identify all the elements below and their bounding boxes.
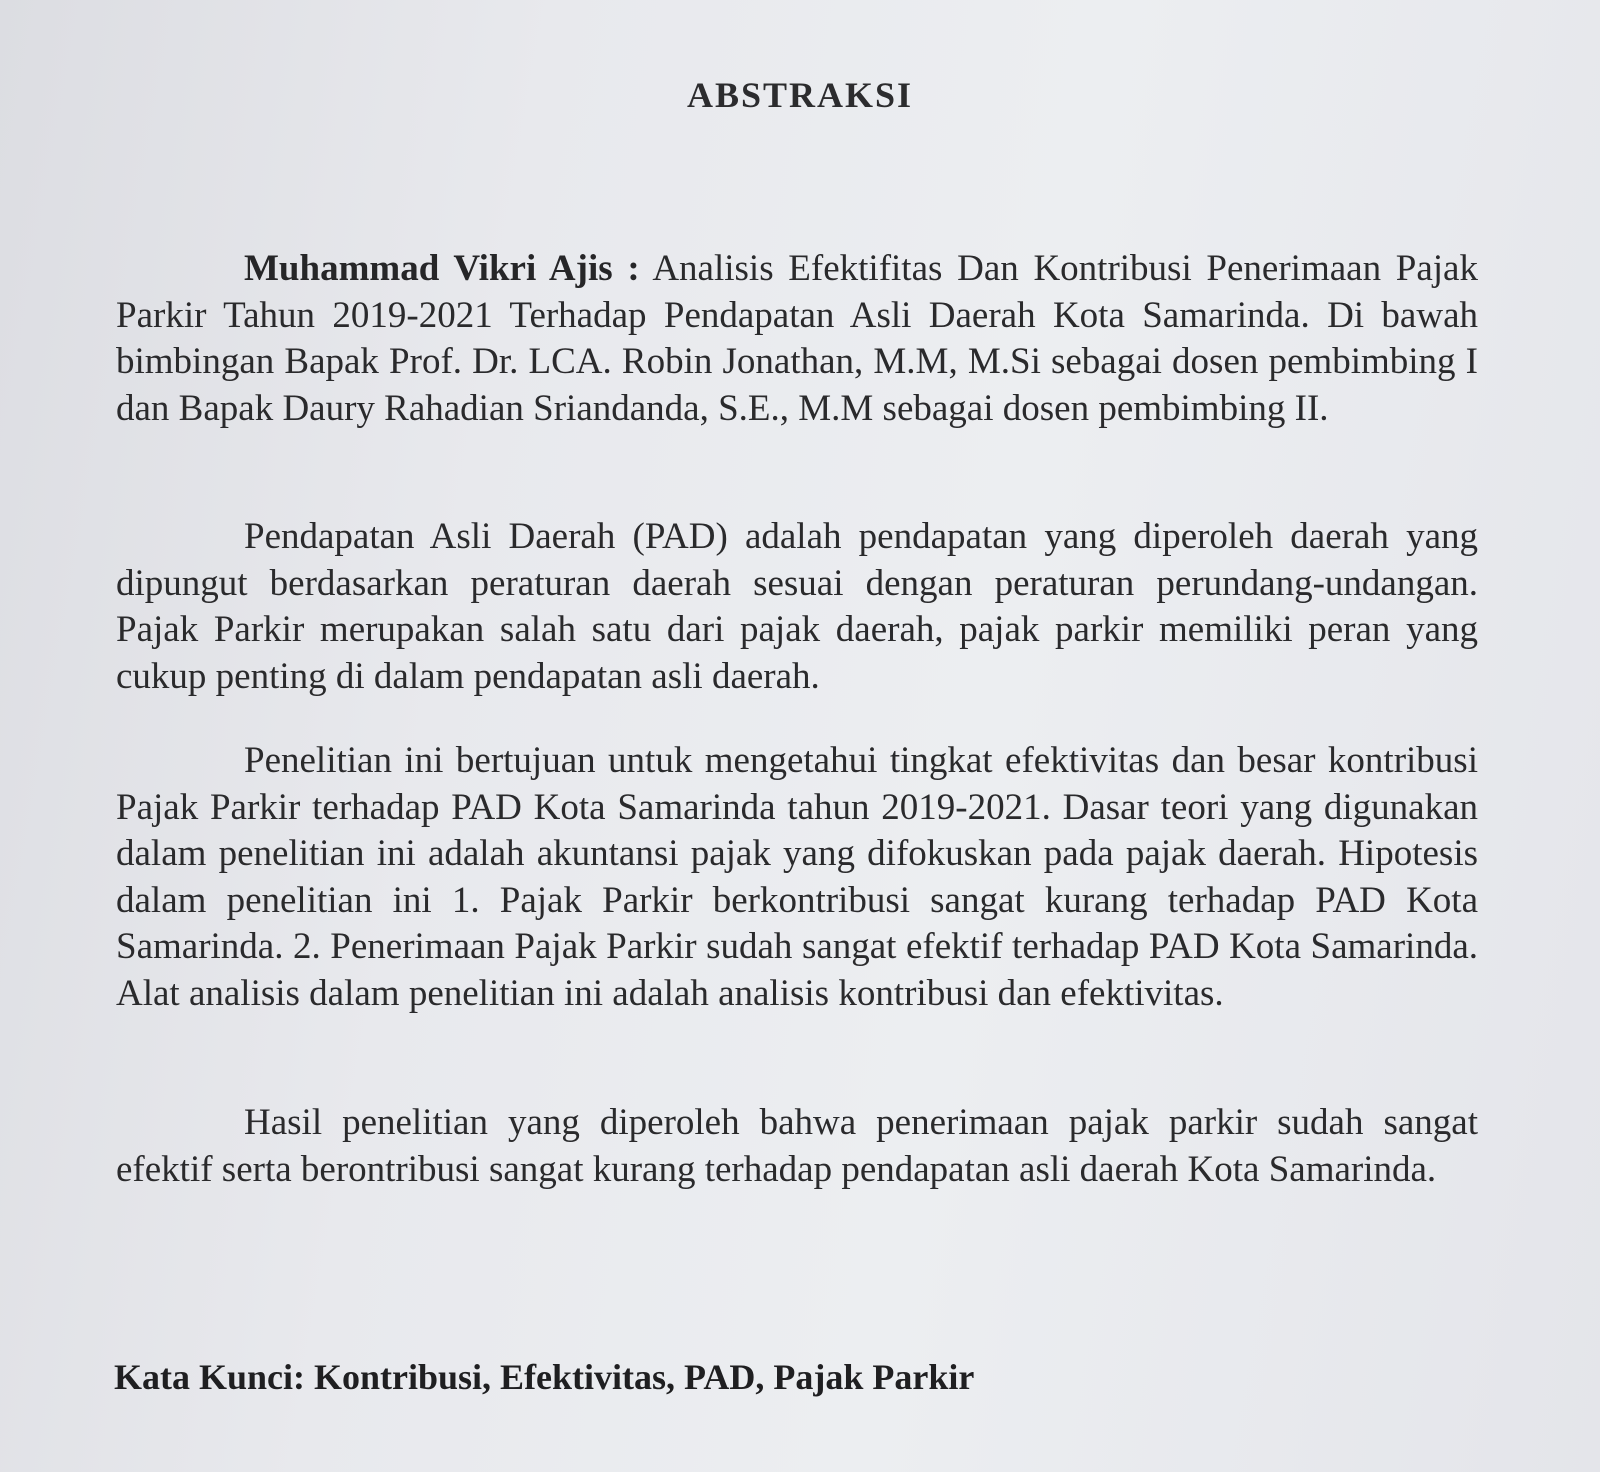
- author-name: Muhammad Vikri Ajis :: [244, 248, 640, 289]
- paragraph-research-aim: Penelitian ini bertujuan untuk mengetahui tingkat efektivitas dan besar kontribusi Pajak Parkir terhadap PAD Kota Samarinda tahun 2019-2021. Dasar teori yang digunakan dalam penelitian ini adalah akuntansi pajak yang difokuskan pada pajak daerah. Hipotesis dalam penelitian ini 1. Pajak Parkir berkontribusi sangat kurang terhadap PAD Kota Samarinda. 2. Penerimaan Pajak Parkir sudah sangat efektif terhadap PAD Kota Samarinda. Alat analisis dalam penelitian ini adalah analisis kontribusi dan efektivitas.: [116, 740, 1478, 1014]
- keywords-line: Kata Kunci: Kontribusi, Efektivitas, PAD, Pajak Parkir: [114, 1357, 975, 1397]
- paragraph-results: Hasil penelitian yang diperoleh bahwa penerimaan pajak parkir sudah sangat efektif serta berontribusi sangat kurang terhadap pendapatan asli daerah Kota Samarinda.: [116, 1102, 1478, 1190]
- thesis-summary: Analisis Efektifitas Dan Kontribusi Penerimaan Pajak Parkir Tahun 2019-2021 Terhadap Pendapatan Asli Daerah Kota Samarinda. Di bawah bimbingan Bapak Prof. Dr. LCA. Robin Jonathan, M.M, M.Si sebagai dosen pembimbing I dan Bapak Daury Rahadian Sriandanda, S.E., M.M sebagai dosen pembimbing II.: [116, 248, 1478, 429]
- paragraph-author-summary: [116, 246, 1478, 432]
- page-title: ABSTRAKSI: [686, 75, 914, 115]
- paragraph-pad-definition: Pendapatan Asli Daerah (PAD) adalah pendapatan yang diperoleh daerah yang dipungut berdasarkan peraturan daerah sesuai dengan peraturan perundang-undangan. Pajak Parkir merupakan salah satu dari pajak daerah, pajak parkir memiliki peran yang cukup penting di dalam pendapatan asli daerah.: [116, 516, 1478, 697]
